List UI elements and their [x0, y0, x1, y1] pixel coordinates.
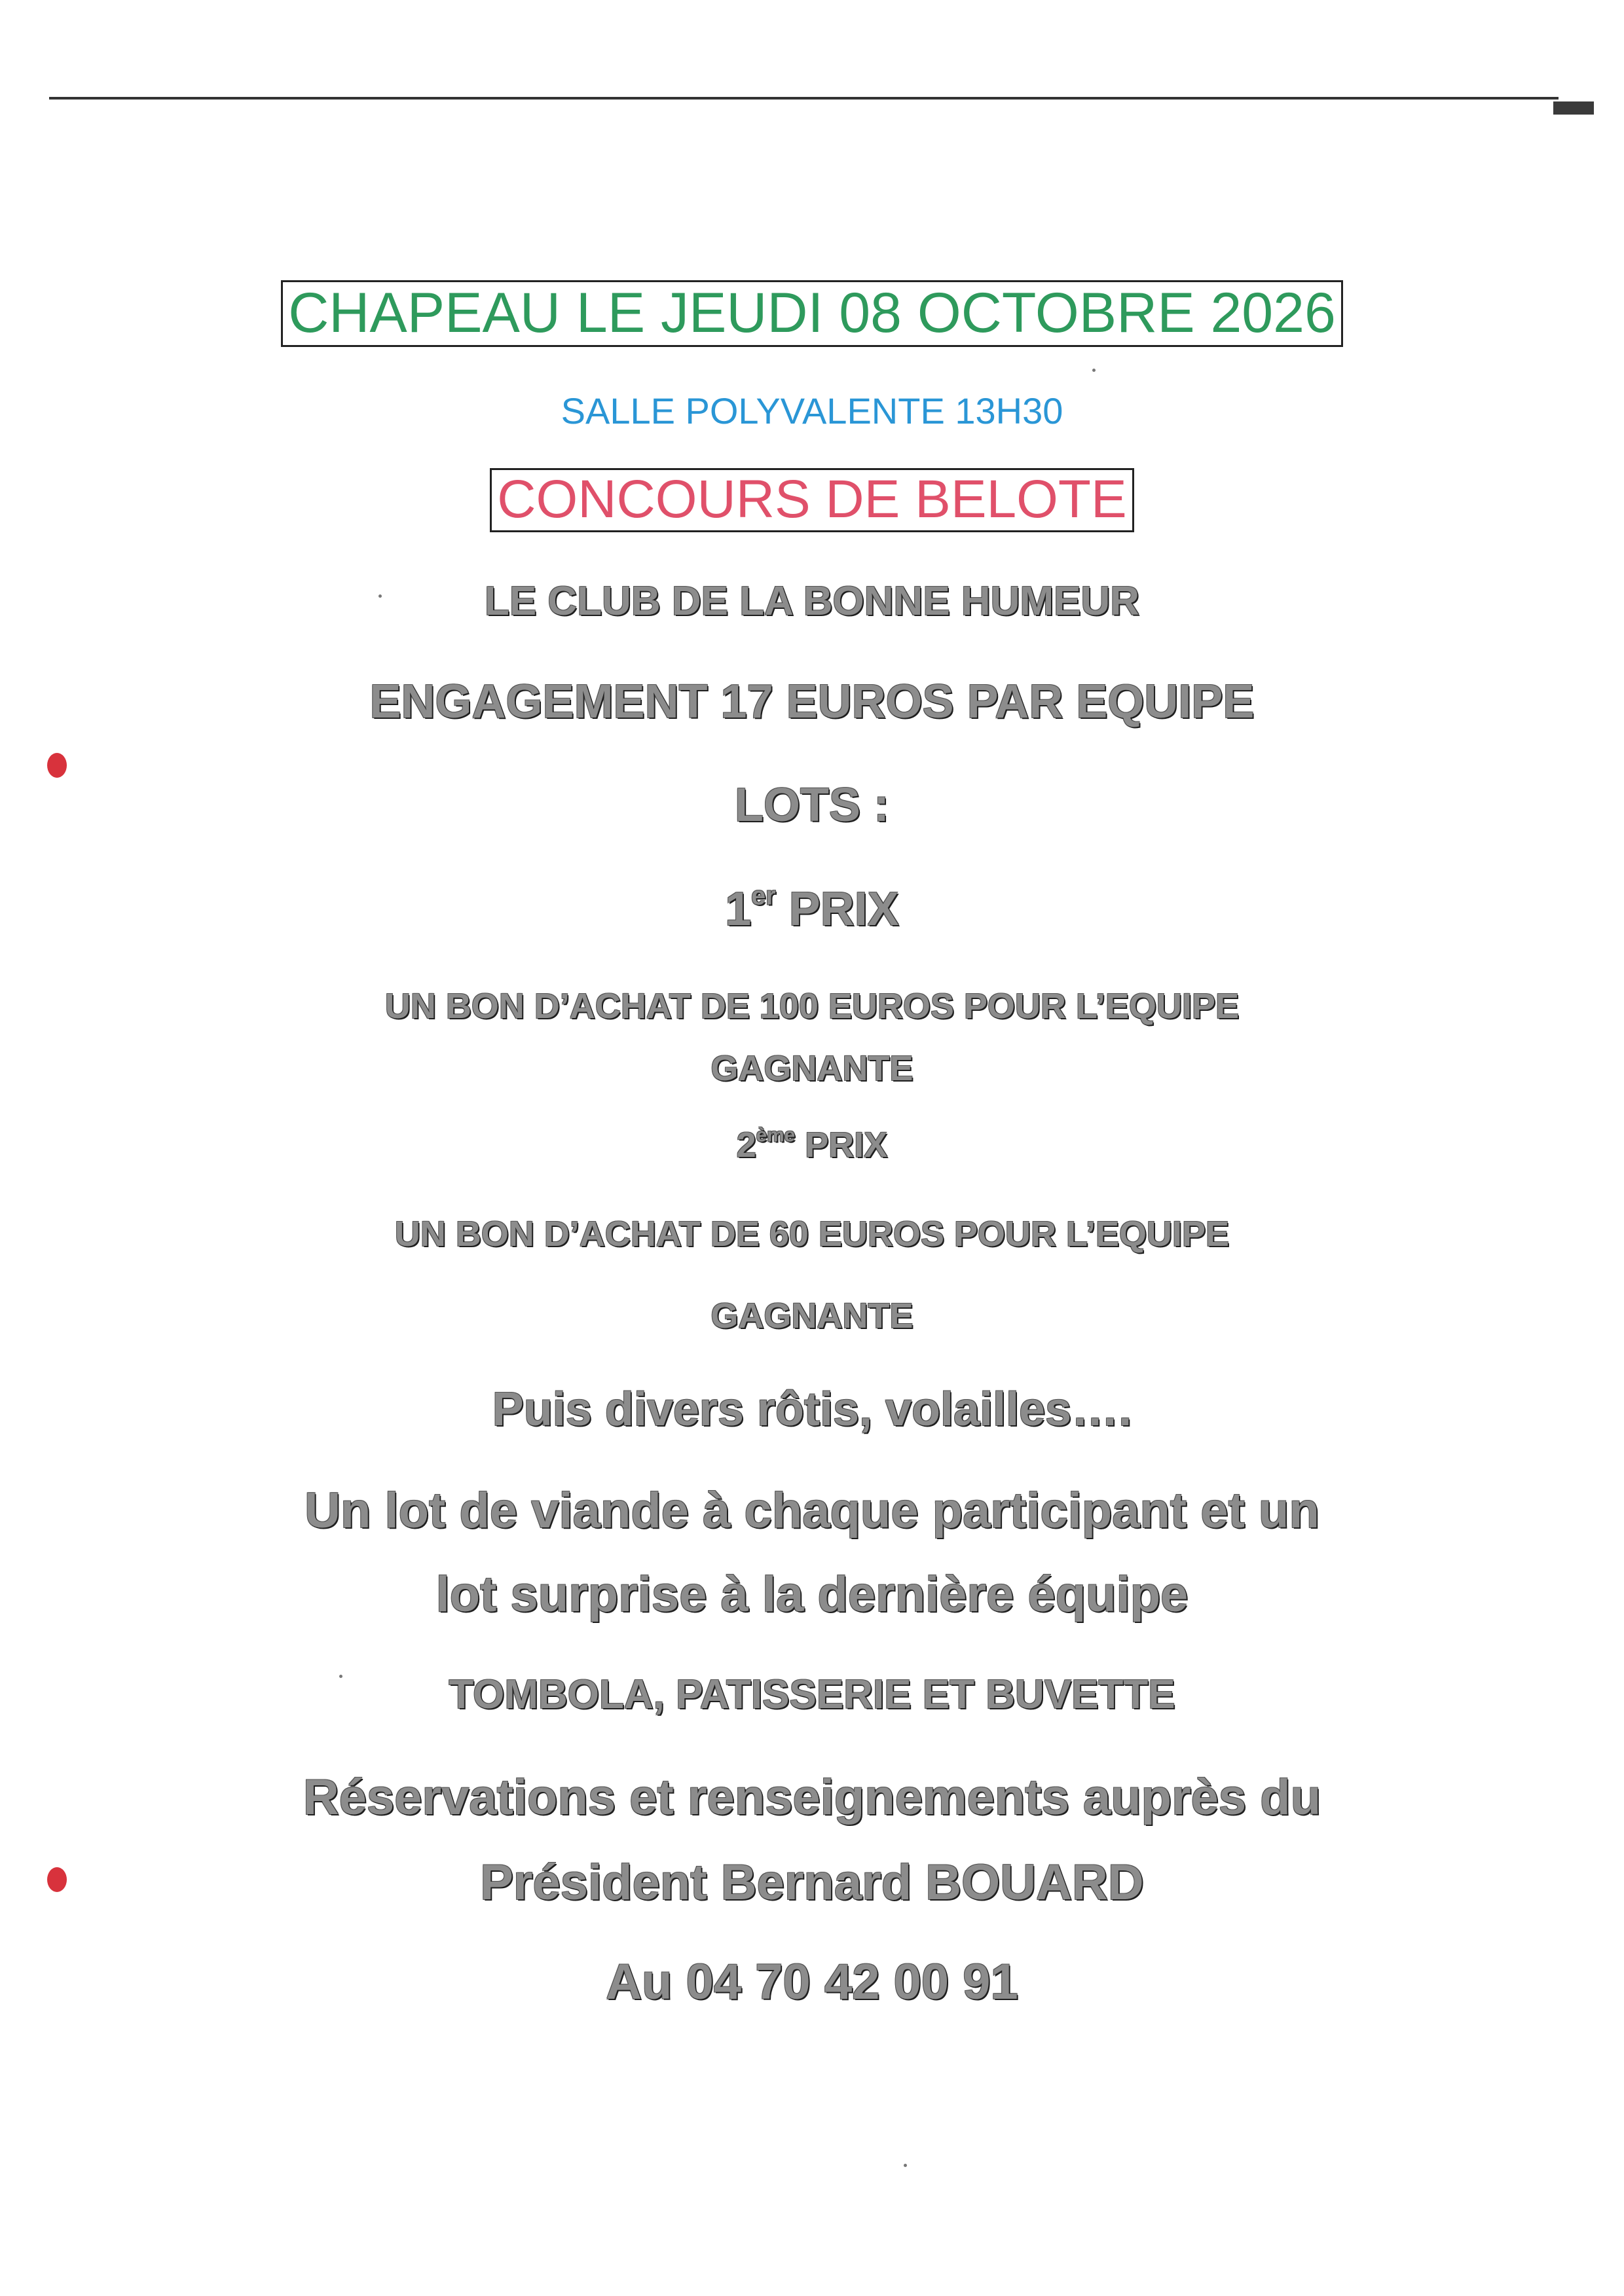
- first-prize-title: [0, 881, 1624, 936]
- second-prize-description-line1: UN BON D’ACHAT DE 60 EUROS POUR L’EQUIPE: [394, 1214, 1230, 1254]
- other-prizes: Puis divers rôtis, volailles….: [492, 1383, 1132, 1436]
- date-line-row: [0, 280, 1624, 347]
- first-prize-description-line1: UN BON D’ACHAT DE 100 EUROS POUR L’EQUIPE: [384, 987, 1240, 1026]
- second-prize-title: [0, 1124, 1624, 1165]
- second-prize-label: PRIX: [805, 1125, 888, 1165]
- event-title: CONCOURS DE BELOTE: [490, 468, 1134, 532]
- second-prize-number: 2: [736, 1125, 756, 1165]
- first-prize-description-line2: GAGNANTE: [710, 1049, 913, 1088]
- top-rule: [49, 97, 1559, 100]
- scan-speck: [904, 2164, 907, 2167]
- second-prize-suffix: ème: [756, 1124, 796, 1146]
- date-line: CHAPEAU LE JEUDI 08 OCTOBRE 2026: [281, 280, 1343, 347]
- first-prize-label: PRIX: [788, 883, 899, 936]
- first-prize-suffix: er: [751, 881, 776, 911]
- event-title-row: [0, 468, 1624, 532]
- meat-lot-line1: Un lot de viande à chaque participant et un: [304, 1483, 1320, 1539]
- entry-fee: ENGAGEMENT 17 EUROS PAR EQUIPE: [369, 676, 1255, 728]
- top-rule-end-mark: [1553, 101, 1594, 115]
- punch-hole-mark: [47, 753, 67, 778]
- first-prize-number: 1: [725, 883, 752, 936]
- contact-line2: Président Bernard BOUARD: [480, 1855, 1144, 1910]
- contact-phone: Au 04 70 42 00 91: [606, 1954, 1018, 2010]
- contact-line1: Réservations et renseignements auprès du: [303, 1770, 1321, 1825]
- venue-time: SALLE POLYVALENTE 13H30: [561, 390, 1063, 431]
- prizes-heading: LOTS :: [735, 779, 889, 831]
- second-prize-description-line2: GAGNANTE: [710, 1296, 913, 1336]
- organizer: LE CLUB DE LA BONNE HUMEUR: [484, 579, 1140, 624]
- meat-lot-line2: lot surprise à la dernière équipe: [435, 1567, 1189, 1622]
- scan-speck: [1092, 369, 1096, 372]
- services: TOMBOLA, PATISSERIE ET BUVETTE: [449, 1672, 1175, 1717]
